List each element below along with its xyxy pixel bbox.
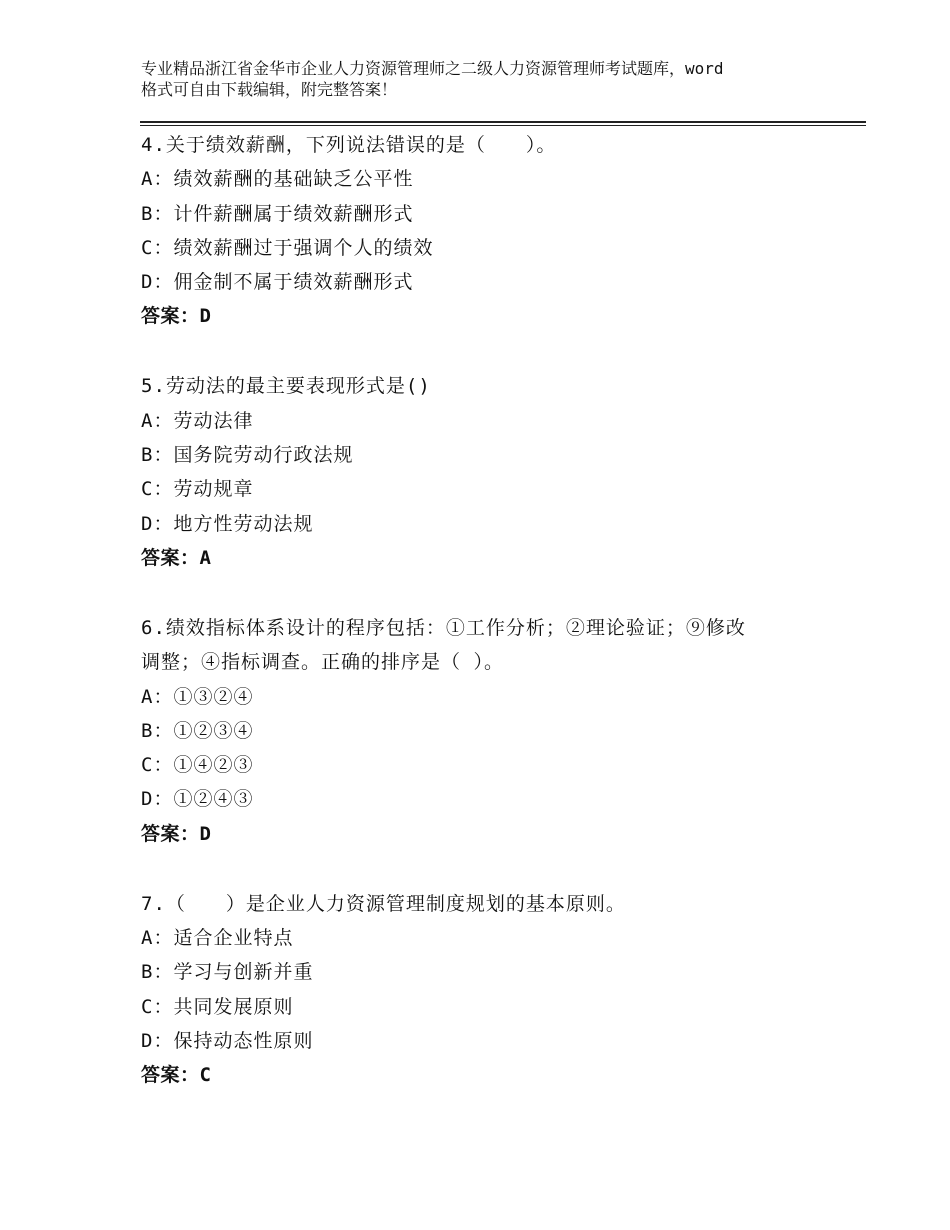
option-d: D：保持动态性原则 — [141, 1029, 314, 1052]
header-title-line-1: 专业精品浙江省金华市企业人力资源管理师之二级人力资源管理师考试题库，word — [141, 59, 724, 78]
option-b: B：计件薪酬属于绩效薪酬形式 — [141, 202, 414, 225]
question-text-line-2: 调整；④指标调查。正确的排序是（ ）。 — [141, 651, 504, 674]
question-4 — [141, 128, 821, 334]
document-header — [141, 58, 841, 100]
option-b: B：学习与创新并重 — [141, 961, 314, 984]
question-6 — [141, 611, 821, 851]
answer-label: 答案：D — [141, 822, 212, 845]
question-spacer — [141, 575, 821, 611]
answer-label: 答案：A — [141, 546, 212, 569]
question-7 — [141, 887, 821, 1093]
option-c: C：①④②③ — [141, 754, 254, 777]
option-a: A：绩效薪酬的基础缺乏公平性 — [141, 168, 414, 191]
answer-label: 答案：D — [141, 305, 212, 328]
option-a: A：①③②④ — [141, 685, 254, 708]
option-d: D：地方性劳动法规 — [141, 512, 314, 535]
question-text-line-1: 6.绩效指标体系设计的程序包括：①工作分析；②理论验证；⑨修改 — [141, 616, 746, 639]
option-c: C：劳动规章 — [141, 478, 254, 501]
answer-label: 答案：C — [141, 1064, 212, 1087]
question-text: 4.关于绩效薪酬，下列说法错误的是（ ）。 — [141, 134, 557, 156]
header-title-line-2: 格式可自由下载编辑，附完整答案！ — [141, 80, 398, 99]
question-5 — [141, 369, 821, 575]
question-spacer — [141, 851, 821, 887]
header-divider-thin — [140, 125, 866, 126]
option-a: A：适合企业特点 — [141, 927, 294, 949]
header-divider-thick — [140, 121, 866, 123]
question-list — [141, 128, 821, 1092]
option-c: C：共同发展原则 — [141, 995, 294, 1018]
question-text: 5.劳动法的最主要表现形式是() — [141, 375, 431, 398]
option-c: C：绩效薪酬过于强调个人的绩效 — [141, 236, 434, 259]
question-spacer — [141, 334, 821, 370]
option-d: D：佣金制不属于绩效薪酬形式 — [141, 271, 414, 294]
option-d: D：①②④③ — [141, 788, 254, 811]
option-a: A：劳动法律 — [141, 409, 254, 432]
question-text: 7.（ ）是企业人力资源管理制度规划的基本原则。 — [141, 892, 626, 915]
option-b: B：①②③④ — [141, 719, 254, 742]
option-b: B：国务院劳动行政法规 — [141, 444, 354, 467]
